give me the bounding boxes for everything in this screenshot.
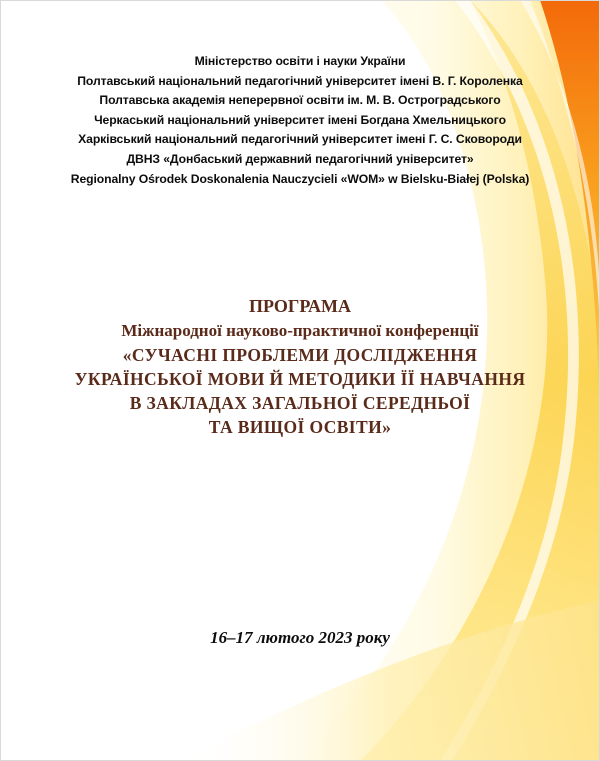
conference-title-line-4: ТА ВИЩОЇ ОСВІТИ» <box>208 417 392 437</box>
conference-title-line-3: В ЗАКЛАДАХ ЗАГАЛЬНОЇ СЕРЕДНЬОЇ <box>129 393 471 413</box>
organizer-poltava-academy: Полтавська академія неперервної освіти ім. М. В. Остроградського <box>99 93 501 108</box>
bottom-glow-shape <box>180 600 600 761</box>
organizer-ministry: Міністерство освіти і науки України <box>194 54 406 68</box>
organizer-poltava-university: Полтавський національний педагогічний університет імені В. Г. Короленка <box>77 73 523 88</box>
programme-title-block <box>0 293 600 439</box>
organizers-list <box>0 52 600 189</box>
organizer-donbas-university: ДВНЗ «Донбаський державний педагогічний університет» <box>126 151 474 166</box>
conference-date: 16–17 лютого 2023 року <box>210 628 390 647</box>
programme-heading: ПРОГРАМА <box>248 296 352 316</box>
conference-title-line-2: УКРАЇНСЬКОЇ МОВИ Й МЕТОДИКИ ЇЇ НАВЧАННЯ <box>74 369 526 389</box>
conference-title-line-1: «СУЧАСНІ ПРОБЛЕМИ ДОСЛІДЖЕННЯ <box>122 345 478 365</box>
conference-type: Міжнародної науково-практичної конференції <box>121 321 479 340</box>
organizer-cherkasy-university: Черкаський національний університет імені Богдана Хмельницького <box>94 112 506 127</box>
organizer-kharkiv-university: Харківський національний педагогічний університет імені Г. С. Сковороди <box>78 132 522 147</box>
organizer-bielsko-biala-centre: Regionalny Ośrodek Doskonalenia Nauczycieli «WOM» w Bielsku-Białej (Polska) <box>70 171 530 186</box>
